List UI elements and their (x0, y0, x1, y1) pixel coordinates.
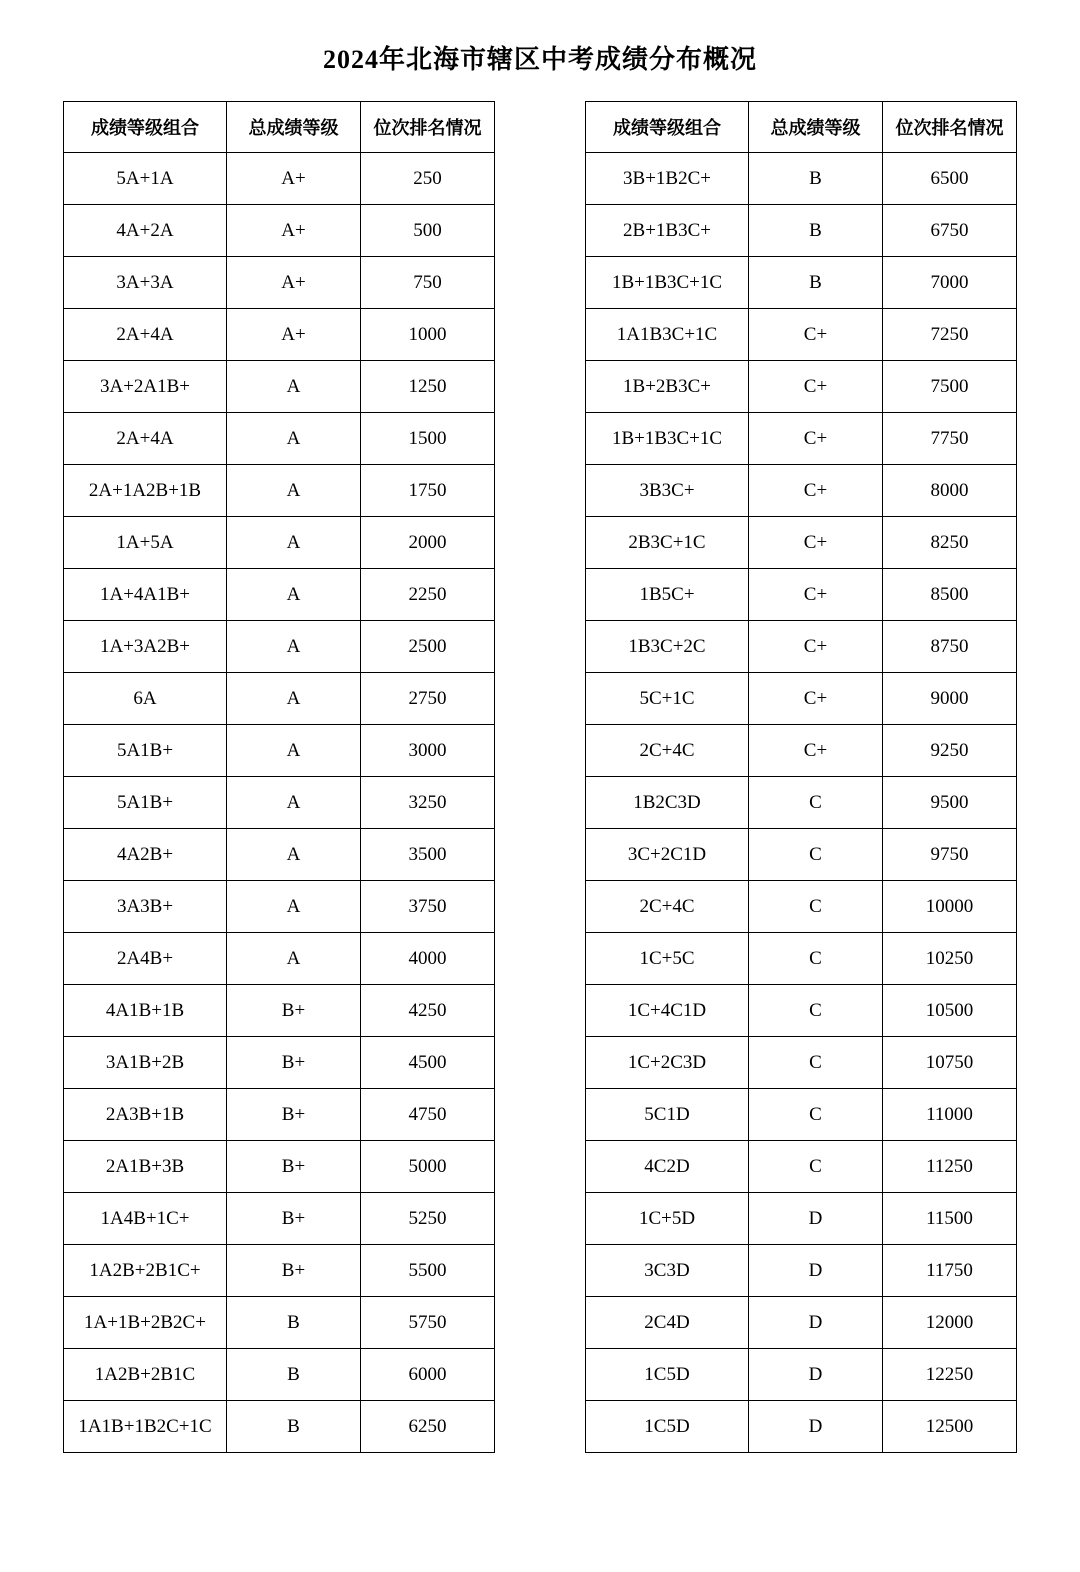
cell-total-grade: C+ (749, 413, 883, 465)
cell-grade-combo: 2A3B+1B (64, 1089, 227, 1141)
cell-rank: 2500 (361, 621, 495, 673)
cell-grade-combo: 1B5C+ (586, 569, 749, 621)
table-row (586, 725, 1017, 777)
table-row (586, 361, 1017, 413)
cell-total-grade: C+ (749, 309, 883, 361)
cell-grade-combo: 2A1B+3B (64, 1141, 227, 1193)
cell-rank: 8250 (883, 517, 1017, 569)
grade-distribution-table-left (63, 101, 495, 1453)
table-row (64, 1037, 495, 1089)
table-row (64, 153, 495, 205)
cell-grade-combo: 1B2C3D (586, 777, 749, 829)
column-header-grade: 总成绩等级 (227, 102, 361, 153)
cell-total-grade: A (227, 465, 361, 517)
cell-grade-combo: 2C4D (586, 1297, 749, 1349)
cell-rank: 12250 (883, 1349, 1017, 1401)
cell-rank: 6500 (883, 153, 1017, 205)
cell-total-grade: D (749, 1297, 883, 1349)
cell-rank: 3500 (361, 829, 495, 881)
table-row (586, 569, 1017, 621)
table-row (586, 881, 1017, 933)
cell-total-grade: C+ (749, 361, 883, 413)
cell-total-grade: C+ (749, 725, 883, 777)
cell-total-grade: A (227, 413, 361, 465)
cell-rank: 4250 (361, 985, 495, 1037)
cell-rank: 750 (361, 257, 495, 309)
table-row (64, 1089, 495, 1141)
cell-rank: 4750 (361, 1089, 495, 1141)
cell-grade-combo: 3C3D (586, 1245, 749, 1297)
column-header-combo: 成绩等级组合 (64, 102, 227, 153)
cell-grade-combo: 2C+4C (586, 725, 749, 777)
cell-grade-combo: 3B+1B2C+ (586, 153, 749, 205)
table-row (64, 881, 495, 933)
cell-grade-combo: 1B+2B3C+ (586, 361, 749, 413)
cell-grade-combo: 1A1B+1B2C+1C (64, 1401, 227, 1453)
cell-rank: 3000 (361, 725, 495, 777)
table-row (64, 1245, 495, 1297)
cell-grade-combo: 1C+5C (586, 933, 749, 985)
table-row (586, 257, 1017, 309)
grade-distribution-table-right (585, 101, 1017, 1453)
cell-total-grade: D (749, 1401, 883, 1453)
cell-total-grade: B (227, 1297, 361, 1349)
cell-total-grade: C (749, 1037, 883, 1089)
cell-rank: 6250 (361, 1401, 495, 1453)
cell-grade-combo: 1C5D (586, 1401, 749, 1453)
table-row (586, 517, 1017, 569)
cell-rank: 11250 (883, 1141, 1017, 1193)
table-row (586, 205, 1017, 257)
cell-grade-combo: 2C+4C (586, 881, 749, 933)
cell-total-grade: B (749, 205, 883, 257)
cell-rank: 3750 (361, 881, 495, 933)
table-row (64, 257, 495, 309)
column-header-rank: 位次排名情况 (361, 102, 495, 153)
cell-rank: 10250 (883, 933, 1017, 985)
column-header-rank: 位次排名情况 (883, 102, 1017, 153)
table-row (64, 413, 495, 465)
table-row (586, 933, 1017, 985)
cell-total-grade: B+ (227, 1089, 361, 1141)
cell-total-grade: B (749, 257, 883, 309)
cell-rank: 8500 (883, 569, 1017, 621)
cell-grade-combo: 5A1B+ (64, 725, 227, 777)
table-row (64, 829, 495, 881)
cell-grade-combo: 5A+1A (64, 153, 227, 205)
cell-total-grade: C+ (749, 465, 883, 517)
cell-grade-combo: 4A1B+1B (64, 985, 227, 1037)
table-row (586, 1349, 1017, 1401)
table-row (64, 985, 495, 1037)
cell-grade-combo: 1A2B+2B1C (64, 1349, 227, 1401)
cell-grade-combo: 2A+4A (64, 309, 227, 361)
cell-total-grade: A (227, 725, 361, 777)
cell-rank: 6000 (361, 1349, 495, 1401)
table-row (586, 1297, 1017, 1349)
cell-total-grade: B (227, 1349, 361, 1401)
cell-total-grade: B+ (227, 1037, 361, 1089)
table-row (64, 673, 495, 725)
table-header-left (64, 102, 495, 153)
cell-rank: 5250 (361, 1193, 495, 1245)
table-header-row (586, 102, 1017, 153)
cell-total-grade: A+ (227, 309, 361, 361)
cell-total-grade: B (749, 153, 883, 205)
cell-rank: 10500 (883, 985, 1017, 1037)
cell-total-grade: A (227, 777, 361, 829)
cell-rank: 250 (361, 153, 495, 205)
table-row (586, 153, 1017, 205)
cell-grade-combo: 3A+3A (64, 257, 227, 309)
table-row (586, 1193, 1017, 1245)
cell-grade-combo: 3B3C+ (586, 465, 749, 517)
cell-grade-combo: 1C+2C3D (586, 1037, 749, 1089)
cell-total-grade: C (749, 1141, 883, 1193)
cell-total-grade: C (749, 881, 883, 933)
cell-rank: 9750 (883, 829, 1017, 881)
cell-grade-combo: 3C+2C1D (586, 829, 749, 881)
cell-grade-combo: 1C5D (586, 1349, 749, 1401)
table-row (64, 777, 495, 829)
cell-total-grade: C+ (749, 517, 883, 569)
table-row (64, 933, 495, 985)
table-body-left (64, 153, 495, 1453)
cell-grade-combo: 3A1B+2B (64, 1037, 227, 1089)
cell-rank: 10750 (883, 1037, 1017, 1089)
cell-total-grade: C+ (749, 569, 883, 621)
cell-rank: 1750 (361, 465, 495, 517)
cell-grade-combo: 4A+2A (64, 205, 227, 257)
column-header-combo: 成绩等级组合 (586, 102, 749, 153)
cell-rank: 6750 (883, 205, 1017, 257)
cell-total-grade: C+ (749, 621, 883, 673)
table-row (64, 621, 495, 673)
cell-grade-combo: 1A+1B+2B2C+ (64, 1297, 227, 1349)
cell-grade-combo: 5C1D (586, 1089, 749, 1141)
table-row (64, 1349, 495, 1401)
table-row (64, 517, 495, 569)
cell-total-grade: A (227, 933, 361, 985)
cell-grade-combo: 1A+4A1B+ (64, 569, 227, 621)
cell-grade-combo: 2B3C+1C (586, 517, 749, 569)
cell-grade-combo: 1C+4C1D (586, 985, 749, 1037)
cell-rank: 12000 (883, 1297, 1017, 1349)
cell-total-grade: C (749, 777, 883, 829)
table-row (64, 1141, 495, 1193)
cell-total-grade: B (227, 1401, 361, 1453)
cell-grade-combo: 1A+3A2B+ (64, 621, 227, 673)
cell-rank: 2000 (361, 517, 495, 569)
cell-total-grade: C (749, 829, 883, 881)
cell-total-grade: B+ (227, 1245, 361, 1297)
table-row (586, 1037, 1017, 1089)
cell-grade-combo: 2A4B+ (64, 933, 227, 985)
cell-total-grade: B+ (227, 1193, 361, 1245)
cell-grade-combo: 1A+5A (64, 517, 227, 569)
cell-grade-combo: 1C+5D (586, 1193, 749, 1245)
cell-total-grade: A (227, 517, 361, 569)
cell-grade-combo: 2A+1A2B+1B (64, 465, 227, 517)
cell-rank: 500 (361, 205, 495, 257)
cell-rank: 8750 (883, 621, 1017, 673)
table-row (64, 1193, 495, 1245)
cell-total-grade: D (749, 1349, 883, 1401)
cell-grade-combo: 2A+4A (64, 413, 227, 465)
document-page (0, 44, 1080, 1572)
table-row (586, 1401, 1017, 1453)
table-row (586, 309, 1017, 361)
cell-grade-combo: 1B3C+2C (586, 621, 749, 673)
cell-rank: 11000 (883, 1089, 1017, 1141)
cell-total-grade: A (227, 621, 361, 673)
table-row (586, 985, 1017, 1037)
cell-grade-combo: 4C2D (586, 1141, 749, 1193)
table-row (586, 465, 1017, 517)
cell-rank: 7250 (883, 309, 1017, 361)
table-row (64, 1297, 495, 1349)
cell-grade-combo: 1A4B+1C+ (64, 1193, 227, 1245)
cell-rank: 7750 (883, 413, 1017, 465)
cell-rank: 2750 (361, 673, 495, 725)
cell-rank: 11500 (883, 1193, 1017, 1245)
cell-rank: 10000 (883, 881, 1017, 933)
table-row (586, 413, 1017, 465)
table-row (586, 673, 1017, 725)
cell-grade-combo: 1A2B+2B1C+ (64, 1245, 227, 1297)
table-row (586, 829, 1017, 881)
table-row (586, 621, 1017, 673)
table-row (64, 309, 495, 361)
tables-container (0, 101, 1080, 1453)
cell-rank: 1000 (361, 309, 495, 361)
table-row (64, 1401, 495, 1453)
cell-grade-combo: 6A (64, 673, 227, 725)
cell-rank: 5750 (361, 1297, 495, 1349)
table-row (64, 361, 495, 413)
cell-grade-combo: 3A+2A1B+ (64, 361, 227, 413)
cell-rank: 9500 (883, 777, 1017, 829)
table-header-right (586, 102, 1017, 153)
cell-total-grade: A (227, 881, 361, 933)
table-row (64, 725, 495, 777)
column-header-grade: 总成绩等级 (749, 102, 883, 153)
cell-rank: 11750 (883, 1245, 1017, 1297)
cell-total-grade: D (749, 1245, 883, 1297)
cell-rank: 2250 (361, 569, 495, 621)
cell-rank: 4000 (361, 933, 495, 985)
cell-rank: 5000 (361, 1141, 495, 1193)
table-row (586, 1245, 1017, 1297)
cell-total-grade: A (227, 361, 361, 413)
table-row (64, 465, 495, 517)
cell-rank: 5500 (361, 1245, 495, 1297)
cell-rank: 7000 (883, 257, 1017, 309)
cell-grade-combo: 5C+1C (586, 673, 749, 725)
cell-rank: 1500 (361, 413, 495, 465)
cell-grade-combo: 1B+1B3C+1C (586, 257, 749, 309)
cell-total-grade: B+ (227, 985, 361, 1037)
table-header-row (64, 102, 495, 153)
table-row (586, 777, 1017, 829)
cell-total-grade: D (749, 1193, 883, 1245)
cell-total-grade: A+ (227, 257, 361, 309)
cell-total-grade: A+ (227, 205, 361, 257)
cell-rank: 9250 (883, 725, 1017, 777)
cell-total-grade: A (227, 829, 361, 881)
cell-total-grade: A (227, 569, 361, 621)
table-body-right (586, 153, 1017, 1453)
cell-total-grade: B+ (227, 1141, 361, 1193)
table-row (64, 569, 495, 621)
cell-grade-combo: 3A3B+ (64, 881, 227, 933)
cell-rank: 1250 (361, 361, 495, 413)
table-row (64, 205, 495, 257)
cell-rank: 4500 (361, 1037, 495, 1089)
cell-total-grade: A (227, 673, 361, 725)
cell-rank: 9000 (883, 673, 1017, 725)
table-row (586, 1089, 1017, 1141)
cell-total-grade: A+ (227, 153, 361, 205)
cell-grade-combo: 5A1B+ (64, 777, 227, 829)
cell-grade-combo: 2B+1B3C+ (586, 205, 749, 257)
page-title: 2024年北海市辖区中考成绩分布概况 (322, 45, 757, 74)
cell-rank: 8000 (883, 465, 1017, 517)
cell-rank: 7500 (883, 361, 1017, 413)
cell-total-grade: C (749, 933, 883, 985)
cell-total-grade: C (749, 985, 883, 1037)
cell-rank: 12500 (883, 1401, 1017, 1453)
cell-total-grade: C+ (749, 673, 883, 725)
cell-grade-combo: 1A1B3C+1C (586, 309, 749, 361)
cell-total-grade: C (749, 1089, 883, 1141)
cell-grade-combo: 1B+1B3C+1C (586, 413, 749, 465)
table-row (586, 1141, 1017, 1193)
cell-grade-combo: 4A2B+ (64, 829, 227, 881)
cell-rank: 3250 (361, 777, 495, 829)
